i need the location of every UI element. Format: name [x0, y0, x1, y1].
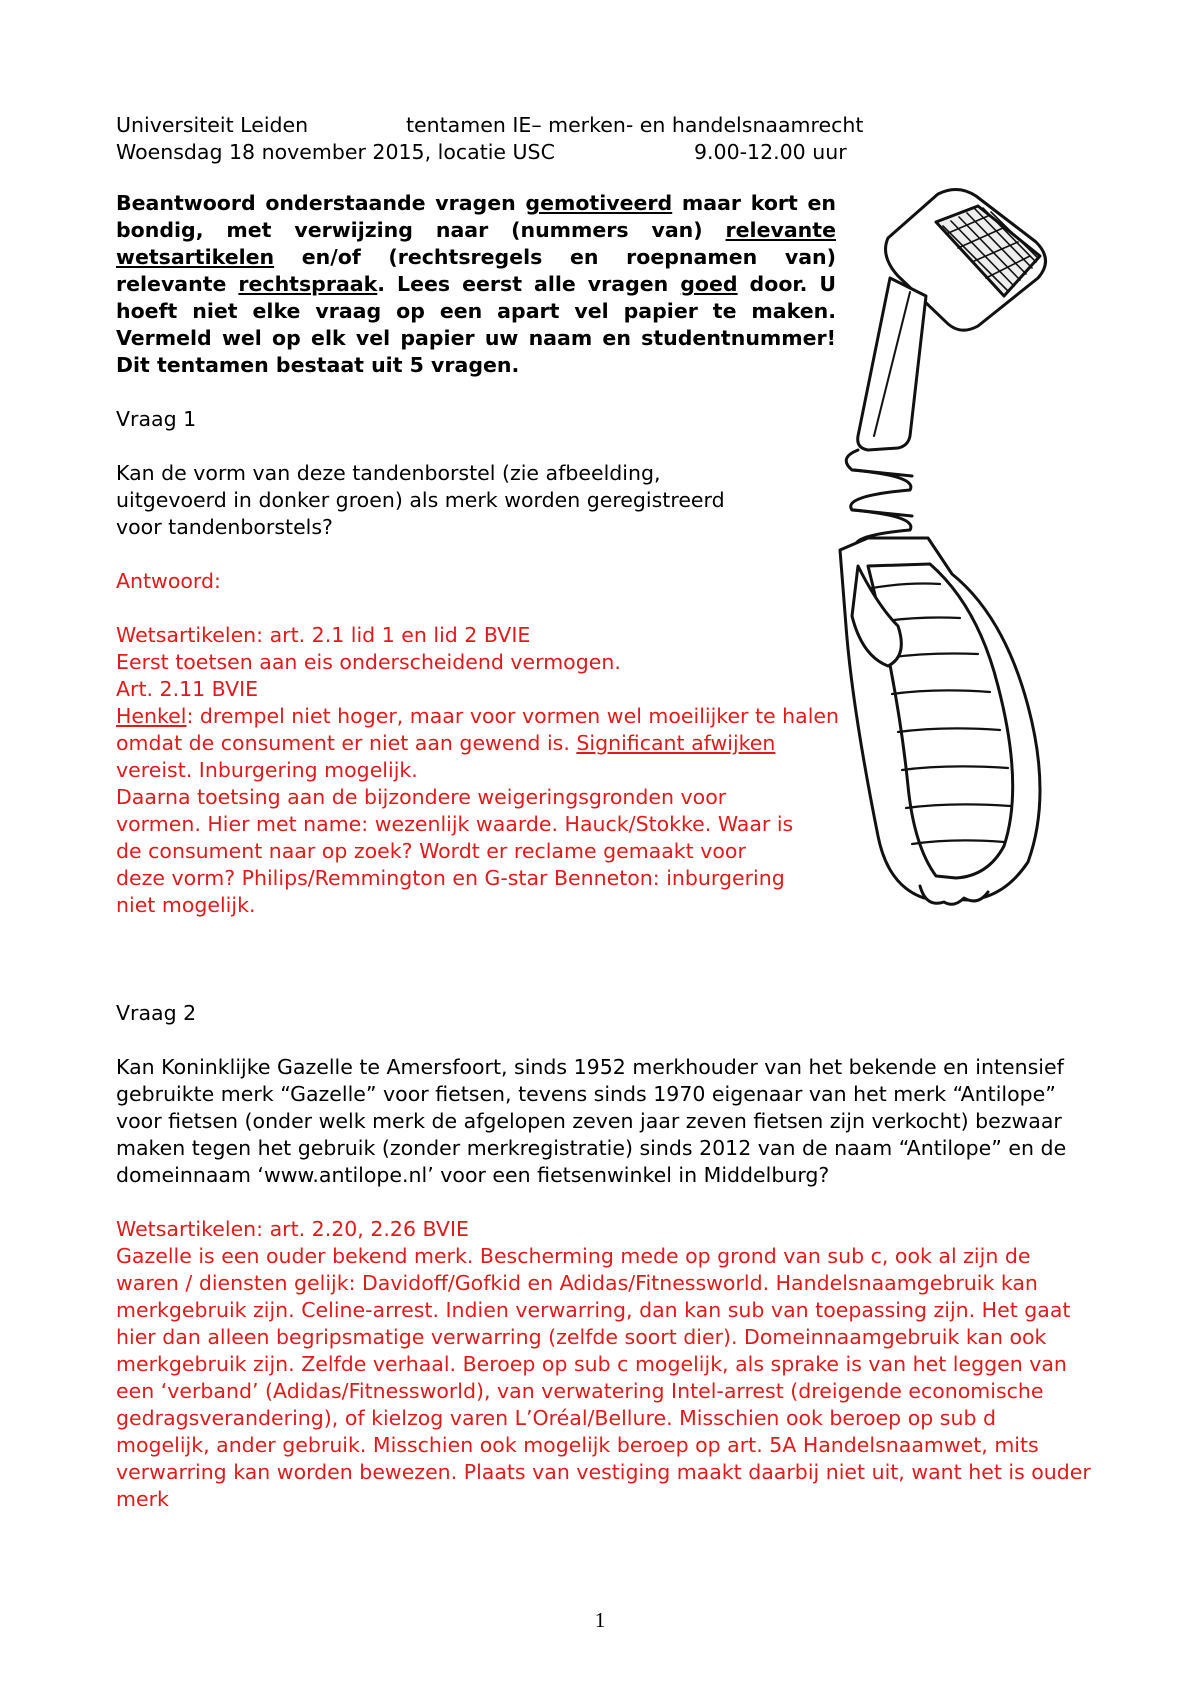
instructions-text: . Lees eerst alle vragen: [377, 272, 681, 296]
q1-answer-rest: Daarna toetsing aan de bijzondere weigeringsgronden voor vormen. Hier met name: wezenlijk waarde. Hauck/Stokke. Waar is de consument naar op zoek? Wordt er reclame gemaakt voor deze vorm? Philips/Remmington en G-star Benneton: inburgering niet mogelijk.: [116, 785, 794, 917]
question-2-text: Kan Koninklijke Gazelle te Amersfoort, sinds 1952 merkhouder van het bekende en intensief gebruikte merk “Gazelle” voor fietsen, tevens sinds 1970 eigenaar van het merk “Antilope” voor fietsen (onder welk merk de afgelopen zeven jaar zeven fietsen zijn verkocht) bezwaar maken tegen het gebruik (zonder merkregistratie) sinds 2012 van de naam “Antilope” en de domeinnaam ‘www.antilope.nl’ voor een fietsenwinkel in Middelburg?: [116, 1055, 1067, 1187]
q2-answer: Gazelle is een ouder bekend merk. Bescherming mede op grond van sub c, ook al zijn de waren / diensten gelijk: Davidoff/Gofkid en Adidas/Fitnessworld. Handelsnaamgebruik kan merkgebruik zijn. Celine-arrest. Indien verwarring, dan kan sub van toepassing zijn. Het gaat hier dan alleen begripsmatige verwarring (zelfde soort dier). Domeinnaamgebruik kan ook merkgebruik zijn. Zelfde verhaal. Beroep op sub c mogelijk, als sprake is van het leggen van een ‘verband’ (Adidas/Fitnessworld), van verwatering Intel-arrest (dreigende economische gedragsverandering), of kielzog varen L’Oréal/Bellure. Misschien ook beroep op sub d mogelijk, ander gebruik. Misschien ook mogelijk beroep op art. 5A Handelsnaamwet, mits verwarring kan worden bewezen. Plaats van vestiging maakt daarbij niet uit, want het is ouder merk: [116, 1244, 1091, 1511]
q1-answer-text: : drempel niet hoger, maar voor vormen wel moeilijker te halen omdat de consument er niet aan gewend is.: [116, 704, 840, 755]
q1-answer-text: vereist. Inburgering mogelijk.: [116, 758, 418, 782]
exam-title: tentamen IE– merken- en handelsnaamrecht: [406, 113, 864, 137]
instructions-emphasis: rechtspraak: [238, 272, 378, 296]
instructions-text: en/of (rechtsregels en roepnamen van) relevante: [116, 245, 836, 296]
significant-afwijken: Significant afwijken: [576, 731, 776, 755]
instructions-emphasis: relevante wetsartikelen: [116, 218, 836, 269]
university-name: Universiteit Leiden: [116, 113, 309, 137]
question-1-text: Kan de vorm van deze tandenborstel (zie afbeelding, uitgevoerd in donker groen) als merk worden geregistreerd voor tandenborstels?: [116, 461, 725, 539]
q1-answer-line: Art. 2.11 BVIE: [116, 677, 259, 701]
date-location: Woensdag 18 november 2015, locatie USC: [116, 140, 555, 164]
header-line-1: [116, 112, 1096, 139]
question-1-title: Vraag 1: [116, 407, 197, 431]
header-line-2: [116, 139, 1096, 166]
instructions-text: door. U hoeft niet elke vraag op een apart vel papier te maken. Vermeld wel op elk vel papier uw naam en studentnummer! Dit tentamen bestaat uit 5 vragen.: [116, 272, 836, 377]
q1-answer-line: Eerst toetsen aan eis onderscheidend vermogen.: [116, 650, 621, 674]
q2-wetsartikelen: Wetsartikelen: art. 2.20, 2.26 BVIE: [116, 1217, 469, 1241]
q1-answer-henkel: [116, 703, 846, 784]
exam-time: 9.00-12.00 uur: [694, 140, 847, 164]
henkel-reference: Henkel: [116, 704, 187, 728]
q1-wetsartikelen: Wetsartikelen: art. 2.1 lid 1 en lid 2 BVIE: [116, 623, 531, 647]
page-number: 1: [594, 1608, 606, 1632]
instructions-emphasis: gemotiveerd: [525, 191, 673, 215]
answer-label: Antwoord:: [116, 569, 221, 593]
toothbrush-illustration: [828, 186, 1068, 908]
instructions-text: Beantwoord onderstaande vragen: [116, 191, 526, 215]
instructions: [116, 190, 836, 379]
instructions-emphasis: goed: [680, 272, 738, 296]
question-2-title: Vraag 2: [116, 1001, 197, 1025]
instructions-text: maar kort en bondig, met verwijzing naar (nummers van): [116, 191, 836, 242]
